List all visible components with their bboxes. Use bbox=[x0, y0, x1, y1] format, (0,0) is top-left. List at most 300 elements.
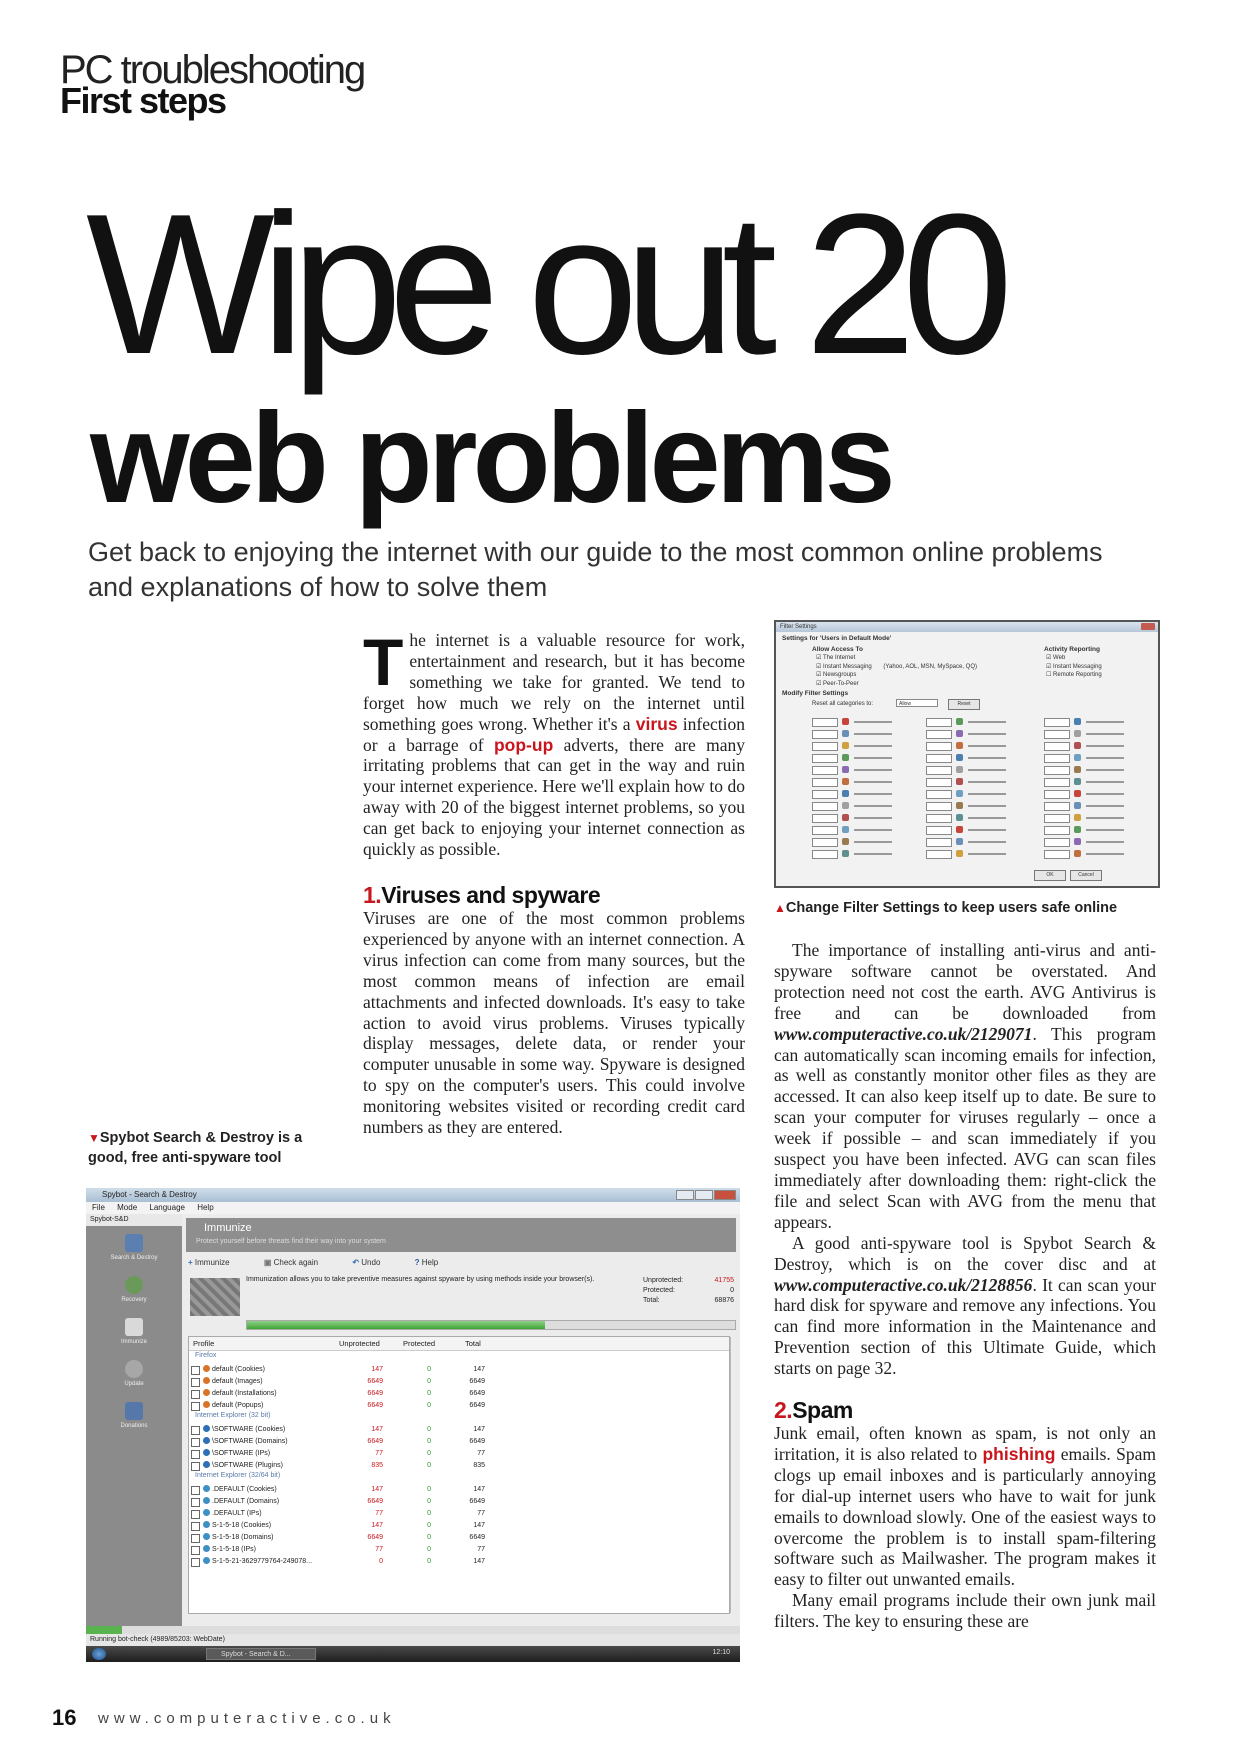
browser-icon bbox=[203, 1389, 210, 1396]
category-select[interactable] bbox=[926, 838, 952, 847]
row-protected: 0 bbox=[427, 1378, 431, 1385]
category-select[interactable] bbox=[1044, 778, 1070, 787]
row-checkbox[interactable] bbox=[191, 1450, 200, 1459]
donations-icon bbox=[125, 1402, 143, 1420]
section2-heading bbox=[774, 1397, 1156, 1423]
section-label: PC troubleshooting bbox=[60, 48, 365, 92]
filter-caption bbox=[774, 898, 1174, 918]
toolbar-label: Immunize bbox=[194, 1258, 230, 1267]
panel-title: Immunize bbox=[204, 1222, 252, 1234]
row-protected: 0 bbox=[427, 1558, 431, 1565]
row-checkbox[interactable] bbox=[191, 1510, 200, 1519]
row-profile bbox=[203, 1544, 256, 1556]
category-select[interactable] bbox=[1044, 718, 1070, 727]
category-label bbox=[854, 745, 892, 747]
row-unprotected: 147 bbox=[371, 1366, 383, 1373]
category-icon bbox=[956, 838, 963, 845]
table-row[interactable] bbox=[189, 1364, 729, 1376]
table-row[interactable] bbox=[189, 1532, 729, 1544]
category-select[interactable] bbox=[812, 742, 838, 751]
row-unprotected: 147 bbox=[371, 1522, 383, 1529]
reset-select[interactable]: Allow bbox=[896, 699, 938, 707]
category-select[interactable] bbox=[926, 802, 952, 811]
category-select[interactable] bbox=[1044, 826, 1070, 835]
row-total: 835 bbox=[473, 1462, 485, 1469]
activity-item: ☑ Instant Messaging bbox=[1046, 663, 1102, 670]
category-icon bbox=[842, 778, 849, 785]
stats-values bbox=[708, 1276, 734, 1306]
section2-paragraph1 bbox=[774, 1423, 1156, 1590]
check-icon: ▣ bbox=[263, 1258, 272, 1267]
taskbar bbox=[86, 1646, 740, 1662]
category-label bbox=[854, 781, 892, 783]
row-total: 77 bbox=[477, 1510, 485, 1517]
category-select[interactable] bbox=[1044, 742, 1070, 751]
allow-item: ☑ The Internet bbox=[816, 655, 856, 661]
stat-value-unprotected: 41755 bbox=[714, 1277, 734, 1284]
category-label bbox=[1086, 721, 1124, 723]
intro-text-2: infection or a barrage of bbox=[363, 713, 745, 755]
row-profile bbox=[203, 1508, 262, 1520]
maximize-icon bbox=[695, 1190, 713, 1200]
allow-item-text: Peer-To-Peer bbox=[823, 680, 859, 687]
row-protected: 0 bbox=[427, 1546, 431, 1553]
category-select[interactable] bbox=[1044, 754, 1070, 763]
row-checkbox[interactable] bbox=[191, 1546, 200, 1555]
grid-group-label: Internet Explorer (32/64 bit) bbox=[195, 1472, 281, 1479]
spybot-screenshot bbox=[86, 1188, 740, 1662]
para2-text-b: . This program can automatically scan incoming emails for infection, as well as constantly monitor other files as they are accessed. It can also keep itself up to date. Be sure to scan your computer for viruses regularly – once a week if possible – and scan immediately if you suspect you have been infected. AVG can scan files immediately after downloading them: right-click the file and select Scan with AVG from the menu that appears. bbox=[774, 1023, 1156, 1232]
row-total: 6649 bbox=[469, 1498, 485, 1505]
third-column bbox=[774, 940, 1156, 1632]
category-select[interactable] bbox=[926, 766, 952, 775]
row-profile-text: default (Popups) bbox=[212, 1402, 264, 1409]
nav-search-destroy[interactable] bbox=[94, 1234, 174, 1261]
progress-fill bbox=[247, 1321, 545, 1329]
category-icon bbox=[1074, 754, 1081, 761]
category-label bbox=[854, 721, 892, 723]
immunize-progress bbox=[246, 1320, 736, 1330]
category-label bbox=[1086, 853, 1124, 855]
immunize-header bbox=[186, 1218, 736, 1252]
category-select[interactable] bbox=[812, 718, 838, 727]
category-icon bbox=[1074, 826, 1081, 833]
minimize-icon bbox=[676, 1190, 694, 1200]
row-checkbox[interactable] bbox=[191, 1462, 200, 1471]
category-select[interactable] bbox=[926, 778, 952, 787]
row-unprotected: 6649 bbox=[367, 1438, 383, 1445]
category-icon bbox=[956, 802, 963, 809]
table-row[interactable] bbox=[189, 1448, 729, 1460]
category-label bbox=[854, 769, 892, 771]
grid-scrollbar[interactable] bbox=[730, 1337, 740, 1613]
row-profile bbox=[203, 1484, 277, 1496]
category-select[interactable] bbox=[812, 754, 838, 763]
table-row[interactable] bbox=[189, 1508, 729, 1520]
cancel-button[interactable]: Cancel bbox=[1070, 870, 1102, 881]
col-protected[interactable]: Protected bbox=[403, 1339, 436, 1348]
col-total[interactable]: Total bbox=[465, 1339, 481, 1348]
keyword-phishing: phishing bbox=[982, 1443, 1056, 1464]
row-total: 77 bbox=[477, 1546, 485, 1553]
info-text: Immunization allows you to take preventive measures against spyware by using methods inside your browser(s). bbox=[246, 1276, 595, 1283]
category-label bbox=[968, 817, 1006, 819]
row-profile-text: S-1-5-18 (Cookies) bbox=[212, 1522, 272, 1529]
browser-icon bbox=[203, 1449, 210, 1456]
category-label bbox=[968, 829, 1006, 831]
category-label bbox=[968, 757, 1006, 759]
browser-icon bbox=[203, 1545, 210, 1552]
category-label bbox=[968, 793, 1006, 795]
stat-value-total: 68876 bbox=[714, 1297, 734, 1304]
category-label bbox=[854, 793, 892, 795]
browser-icon bbox=[203, 1521, 210, 1528]
category-select[interactable] bbox=[1044, 802, 1070, 811]
keyword-virus: virus bbox=[635, 713, 678, 734]
category-label bbox=[1086, 841, 1124, 843]
row-profile bbox=[203, 1436, 288, 1448]
immunize-button[interactable] bbox=[188, 1258, 246, 1267]
category-select[interactable] bbox=[812, 838, 838, 847]
category-icon bbox=[956, 826, 963, 833]
activity-label: Activity Reporting bbox=[1044, 646, 1100, 653]
row-protected: 0 bbox=[427, 1390, 431, 1397]
help-icon: ? bbox=[414, 1258, 420, 1267]
category-icon bbox=[956, 766, 963, 773]
window-controls bbox=[676, 1190, 736, 1200]
row-unprotected: 147 bbox=[371, 1486, 383, 1493]
category-label bbox=[1086, 805, 1124, 807]
browser-icon bbox=[203, 1485, 210, 1492]
row-profile bbox=[203, 1532, 273, 1544]
menu-language[interactable]: Language bbox=[149, 1203, 185, 1212]
browser-icon bbox=[203, 1533, 210, 1540]
search-icon bbox=[125, 1234, 143, 1252]
category-icon bbox=[1074, 790, 1081, 797]
category-select[interactable] bbox=[926, 826, 952, 835]
stat-value-protected: 0 bbox=[730, 1287, 734, 1294]
nav-immunize[interactable] bbox=[94, 1318, 174, 1345]
category-label bbox=[968, 745, 1006, 747]
row-total: 147 bbox=[473, 1486, 485, 1493]
stat-label: Total: bbox=[643, 1297, 660, 1304]
category-label bbox=[1086, 817, 1124, 819]
category-select[interactable] bbox=[1044, 850, 1070, 859]
category-icon bbox=[842, 718, 849, 725]
row-protected: 0 bbox=[427, 1438, 431, 1445]
category-icon bbox=[956, 754, 963, 761]
nav-label: Immunize bbox=[120, 1339, 147, 1345]
browser-icon bbox=[203, 1401, 210, 1408]
category-icon bbox=[842, 730, 849, 737]
activity-item: ☐ Remote Reporting bbox=[1046, 672, 1102, 678]
browser-icon bbox=[203, 1377, 210, 1384]
taskbar-clock: 12:10 bbox=[712, 1649, 730, 1656]
row-checkbox[interactable] bbox=[191, 1522, 200, 1531]
row-unprotected: 6649 bbox=[367, 1378, 383, 1385]
category-icon bbox=[956, 790, 963, 797]
category-select[interactable] bbox=[926, 790, 952, 799]
category-select[interactable] bbox=[812, 814, 838, 823]
category-icon bbox=[956, 850, 963, 857]
row-protected: 0 bbox=[427, 1366, 431, 1373]
row-unprotected: 6649 bbox=[367, 1534, 383, 1541]
section1-paragraph2 bbox=[774, 940, 1156, 1233]
browser-icon bbox=[203, 1365, 210, 1372]
category-select[interactable] bbox=[1044, 790, 1070, 799]
category-label bbox=[968, 841, 1006, 843]
category-select[interactable] bbox=[812, 730, 838, 739]
row-unprotected: 147 bbox=[371, 1426, 383, 1433]
row-protected: 0 bbox=[427, 1402, 431, 1409]
row-profile-text: S-1-5-18 (IPs) bbox=[212, 1546, 256, 1553]
page-number: 16 bbox=[52, 1705, 77, 1730]
section1-number: 1. bbox=[363, 881, 382, 908]
row-total: 6649 bbox=[469, 1402, 485, 1409]
row-profile-text: .DEFAULT (Cookies) bbox=[212, 1486, 277, 1493]
grid-group-label: Internet Explorer (32 bit) bbox=[195, 1412, 271, 1419]
s2-text-b: emails. Spam clogs up email inboxes and is particularly annoying for dial-up internet users who have to wait for junk emails to download slowly. One of the easiest ways to overcome the problem is to install spam-filtering software such as Mailwasher. The program makes it easy to filter out unwanted emails. bbox=[774, 1443, 1156, 1590]
category-icon bbox=[1074, 742, 1081, 749]
row-total: 147 bbox=[473, 1366, 485, 1373]
row-profile bbox=[203, 1400, 263, 1412]
category-label bbox=[854, 817, 892, 819]
allow-label: Allow Access To bbox=[812, 646, 863, 653]
help-button[interactable] bbox=[415, 1258, 455, 1267]
keyword-popup: pop-up bbox=[493, 734, 554, 755]
category-icon bbox=[1074, 802, 1081, 809]
toolbar-label: Check again bbox=[273, 1258, 319, 1267]
category-select[interactable] bbox=[1044, 814, 1070, 823]
close-icon bbox=[714, 1190, 736, 1200]
category-icon bbox=[1074, 718, 1081, 725]
category-select[interactable] bbox=[926, 754, 952, 763]
row-checkbox[interactable] bbox=[191, 1426, 200, 1435]
row-total: 147 bbox=[473, 1522, 485, 1529]
menu-mode[interactable]: Mode bbox=[117, 1203, 138, 1212]
row-checkbox[interactable] bbox=[191, 1534, 200, 1543]
row-profile bbox=[203, 1556, 312, 1568]
tree-root[interactable]: Spybot-S&D bbox=[86, 1214, 182, 1226]
section2-number: 2. bbox=[774, 1397, 793, 1424]
row-unprotected: 835 bbox=[371, 1462, 383, 1469]
category-select[interactable] bbox=[1044, 838, 1070, 847]
intro-text-3: adverts, there are many irritating problems that can get in the way and ruin your internet experience. Here we'll explain how to do away with 20 of the biggest internet problems, so you can get back to enjoying your internet connection as quickly as possible. bbox=[363, 734, 745, 860]
category-select[interactable] bbox=[926, 718, 952, 727]
row-profile bbox=[203, 1424, 285, 1436]
section1-paragraph1: Viruses are one of the most common problems experienced by anyone with an internet connection. A virus infection can come from many sources, but the most common means of infection are email attachments and infected downloads. It's easy to take action to avoid virus problems. Viruses typically display messages, delete data, or render your computer unusable in some way. Spyware is designed to spy on the computer's users. This could involve monitoring websites visited or recording credit card numbers as they are entered. bbox=[363, 907, 745, 1138]
category-icon bbox=[1074, 814, 1081, 821]
row-unprotected: 77 bbox=[375, 1450, 383, 1457]
category-grid bbox=[776, 622, 1158, 886]
browser-icon bbox=[203, 1509, 210, 1516]
url-avg: www.computeractive.co.uk/2129071 bbox=[774, 1023, 1033, 1044]
row-checkbox[interactable] bbox=[191, 1390, 200, 1399]
browser-icon bbox=[203, 1557, 210, 1564]
update-icon bbox=[125, 1360, 143, 1378]
category-icon bbox=[842, 802, 849, 809]
menu-file[interactable]: File bbox=[92, 1203, 105, 1212]
category-select[interactable] bbox=[812, 826, 838, 835]
table-row[interactable] bbox=[189, 1400, 729, 1412]
table-row[interactable] bbox=[189, 1436, 729, 1448]
row-checkbox[interactable] bbox=[191, 1498, 200, 1507]
table-row[interactable] bbox=[189, 1460, 729, 1472]
col-profile[interactable]: Profile bbox=[193, 1339, 215, 1348]
category-icon bbox=[956, 742, 963, 749]
category-select[interactable] bbox=[812, 790, 838, 799]
row-profile bbox=[203, 1496, 279, 1508]
row-profile bbox=[203, 1460, 283, 1472]
spybot-caption-text: Spybot Search & Destroy is a good, free anti-spyware tool bbox=[88, 1130, 303, 1166]
category-select[interactable] bbox=[812, 802, 838, 811]
row-checkbox[interactable] bbox=[191, 1438, 200, 1447]
menu-help[interactable]: Help bbox=[197, 1203, 214, 1212]
row-profile bbox=[203, 1448, 270, 1460]
table-row[interactable] bbox=[189, 1388, 729, 1400]
allow-item: ☑ Newsgroups bbox=[816, 672, 857, 678]
grid-header bbox=[189, 1337, 729, 1351]
ok-button[interactable]: OK bbox=[1034, 870, 1066, 881]
category-label bbox=[854, 829, 892, 831]
intro-text-1: he internet is a valuable resource for work, entertainment and research, but it has become something we take for granted. We tend to forget how much we rely on the internet until something goes wrong. Whether it's a bbox=[363, 630, 745, 734]
grid-group-label: Firefox bbox=[195, 1352, 217, 1359]
plus-icon: + bbox=[188, 1258, 193, 1267]
row-unprotected: 77 bbox=[375, 1510, 383, 1517]
undo-button[interactable] bbox=[352, 1258, 396, 1267]
category-label bbox=[854, 757, 892, 759]
nav-label: Search & Destroy bbox=[110, 1255, 158, 1261]
category-label bbox=[968, 721, 1006, 723]
allow-item-text: Newsgroups bbox=[823, 672, 857, 678]
row-checkbox[interactable] bbox=[191, 1558, 200, 1567]
table-row[interactable] bbox=[189, 1484, 729, 1496]
row-profile-text: default (Images) bbox=[212, 1378, 263, 1385]
filter-title-bar: Filter Settings bbox=[776, 622, 1158, 632]
spybot-toolbar bbox=[188, 1254, 736, 1272]
category-label bbox=[1086, 757, 1124, 759]
category-label bbox=[1086, 769, 1124, 771]
row-checkbox[interactable] bbox=[191, 1486, 200, 1495]
category-select[interactable] bbox=[926, 730, 952, 739]
category-select[interactable] bbox=[1044, 730, 1070, 739]
row-profile bbox=[203, 1376, 263, 1388]
category-select[interactable] bbox=[1044, 766, 1070, 775]
row-total: 147 bbox=[473, 1558, 485, 1565]
category-select[interactable] bbox=[926, 742, 952, 751]
spybot-sidebar bbox=[86, 1214, 182, 1634]
row-checkbox[interactable] bbox=[191, 1402, 200, 1411]
row-profile bbox=[203, 1388, 277, 1400]
category-select[interactable] bbox=[812, 778, 838, 787]
headline-line1: Wipe out 20 bbox=[86, 173, 1000, 396]
row-profile-text: \SOFTWARE (Plugins) bbox=[212, 1462, 283, 1469]
taskbar-spybot[interactable]: Spybot - Search & D... bbox=[206, 1648, 316, 1660]
category-label bbox=[968, 781, 1006, 783]
row-checkbox[interactable] bbox=[191, 1366, 200, 1375]
category-select[interactable] bbox=[812, 766, 838, 775]
row-profile-text: default (Installations) bbox=[212, 1390, 277, 1397]
category-icon bbox=[842, 742, 849, 749]
allow-item-text: The Internet bbox=[822, 655, 856, 661]
category-icon bbox=[842, 850, 849, 857]
category-label bbox=[854, 841, 892, 843]
category-icon bbox=[1074, 838, 1081, 845]
row-protected: 0 bbox=[427, 1462, 431, 1469]
para3-text-b: . It can scan your hard disk for spyware and remove any infections. You can find more information in the Maintenance and Prevention section of this Ultimate Guide, which starts on page 32. bbox=[774, 1274, 1156, 1379]
reset-button[interactable]: Reset bbox=[948, 699, 980, 710]
section1-paragraph3 bbox=[774, 1233, 1156, 1379]
row-total: 6649 bbox=[469, 1438, 485, 1445]
section2-title: Spam bbox=[792, 1397, 853, 1424]
row-protected: 0 bbox=[427, 1534, 431, 1541]
row-profile-text: .DEFAULT (Domains) bbox=[212, 1498, 280, 1505]
table-row[interactable] bbox=[189, 1556, 729, 1568]
browser-icon bbox=[203, 1437, 210, 1444]
browser-icon bbox=[203, 1425, 210, 1432]
category-icon bbox=[1074, 730, 1081, 737]
section2-paragraph2: Many email programs include their own junk mail filters. The key to ensuring these are bbox=[774, 1590, 1156, 1632]
start-icon[interactable] bbox=[92, 1648, 106, 1660]
table-row[interactable] bbox=[189, 1496, 729, 1508]
stats-labels bbox=[643, 1276, 683, 1306]
profile-grid bbox=[188, 1336, 730, 1614]
category-icon bbox=[842, 754, 849, 761]
s2-text-a: Junk email, often known as spam, is not only an irritation, it is also related to bbox=[774, 1423, 1156, 1464]
row-protected: 0 bbox=[427, 1450, 431, 1457]
category-select[interactable] bbox=[926, 850, 952, 859]
row-checkbox[interactable] bbox=[191, 1378, 200, 1387]
col-unprotected[interactable]: Unprotected bbox=[339, 1339, 380, 1348]
nav-update[interactable] bbox=[94, 1360, 174, 1387]
nav-recovery[interactable] bbox=[94, 1276, 174, 1303]
check-again-button[interactable] bbox=[264, 1258, 334, 1267]
table-row[interactable] bbox=[189, 1424, 729, 1436]
table-row[interactable] bbox=[189, 1376, 729, 1388]
category-icon bbox=[842, 826, 849, 833]
category-label bbox=[968, 805, 1006, 807]
global-progress bbox=[86, 1626, 740, 1634]
im-note: (Yahoo, AOL, MSN, MySpace, QQ) bbox=[883, 663, 978, 670]
row-total: 147 bbox=[473, 1426, 485, 1433]
row-profile-text: \SOFTWARE (IPs) bbox=[212, 1450, 271, 1457]
category-label bbox=[854, 733, 892, 735]
row-unprotected: 6649 bbox=[367, 1402, 383, 1409]
category-icon bbox=[956, 814, 963, 821]
category-icon bbox=[842, 838, 849, 845]
activity-item-text: Remote Reporting bbox=[1053, 672, 1102, 678]
row-profile bbox=[203, 1364, 265, 1376]
row-total: 77 bbox=[477, 1450, 485, 1457]
category-select[interactable] bbox=[812, 850, 838, 859]
category-label bbox=[1086, 793, 1124, 795]
row-protected: 0 bbox=[427, 1498, 431, 1505]
section1-title: Viruses and spyware bbox=[381, 881, 601, 908]
triangle-down-icon: ▼ bbox=[88, 1131, 100, 1145]
table-row[interactable] bbox=[189, 1520, 729, 1532]
spybot-caption bbox=[88, 1128, 328, 1168]
category-icon bbox=[842, 814, 849, 821]
category-select[interactable] bbox=[926, 814, 952, 823]
spybot-title-bar: Spybot - Search & Destroy bbox=[86, 1188, 740, 1202]
nav-donations[interactable] bbox=[94, 1402, 174, 1429]
row-unprotected: 6649 bbox=[367, 1390, 383, 1397]
shield-icon bbox=[125, 1318, 143, 1336]
category-icon bbox=[1074, 766, 1081, 773]
table-row[interactable] bbox=[189, 1544, 729, 1556]
section1-heading bbox=[363, 882, 745, 908]
nav-label: Recovery bbox=[121, 1297, 147, 1303]
